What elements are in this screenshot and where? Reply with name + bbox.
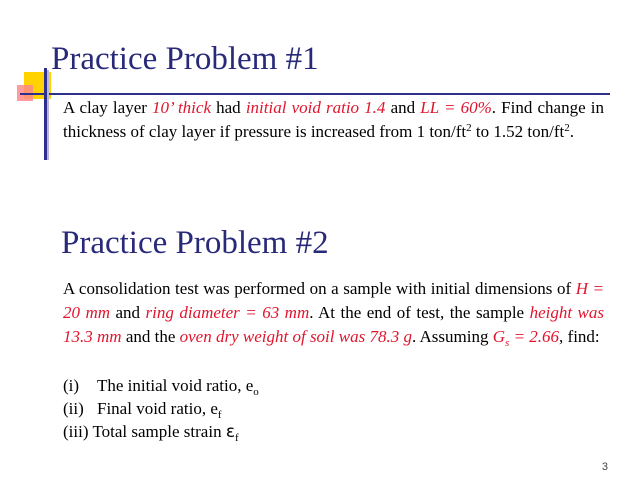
text-segment: , find: — [559, 327, 600, 346]
highlight-ring-diameter: ring diameter = 63 mm — [145, 303, 310, 322]
specific-gravity-symbol: G — [492, 327, 506, 346]
problem2-text — [63, 277, 604, 349]
superscript: 2 — [466, 122, 472, 134]
text-segment: and — [385, 98, 421, 117]
item-text: Total sample strain — [92, 422, 226, 441]
item-number: (ii) — [63, 399, 84, 418]
subscript: s — [505, 337, 510, 349]
item-number: (i) — [63, 376, 80, 395]
page-number: 3 — [601, 461, 608, 473]
text-segment: . — [569, 122, 574, 141]
text-segment: A consolidation test was performed on a sample with initial dimensions of — [63, 279, 576, 298]
highlight-thickness: 10’ thick — [152, 98, 211, 117]
text-segment: . Find change in thickness of clay layer if pressure is increased from 1 ton/ft — [63, 98, 604, 141]
subscript: f — [217, 409, 222, 421]
list-item — [63, 420, 259, 444]
highlight-liquid-limit: LL = 60% — [420, 98, 492, 117]
vertical-rule — [44, 68, 47, 160]
horizontal-rule — [20, 93, 610, 95]
text-segment: had — [211, 98, 246, 117]
strain-symbol: ε — [225, 422, 236, 442]
text-segment: . Assuming — [411, 327, 493, 346]
specific-gravity-value: = 2.66 — [509, 327, 560, 346]
problem1-title: Practice Problem #1 — [51, 41, 319, 77]
problem2-title: Practice Problem #2 — [61, 225, 329, 261]
highlight-void-ratio: initial void ratio 1.4 — [245, 98, 386, 117]
highlight-final-height: height was 13.3 mm — [63, 303, 604, 346]
highlight-height: H = 20 mm — [63, 279, 604, 322]
highlight-specific-gravity — [492, 327, 560, 349]
subscript: o — [253, 386, 259, 398]
vertical-rule-shadow — [47, 70, 49, 160]
list-item — [63, 397, 259, 420]
problem1-text — [63, 96, 604, 144]
text-segment: to 1.52 ton/ft — [471, 122, 565, 141]
text-segment: and — [110, 303, 146, 322]
text-segment: . At the end of test, the sample — [309, 303, 530, 322]
item-number: (iii) — [63, 422, 89, 441]
text-segment: and the — [121, 327, 180, 346]
item-text: Final void ratio, e — [97, 399, 218, 418]
question-list — [63, 374, 259, 444]
list-item — [63, 374, 259, 397]
superscript: 2 — [564, 122, 570, 134]
subscript: f — [235, 432, 239, 444]
item-text: The initial void ratio, e — [97, 376, 254, 395]
highlight-dry-weight: oven dry weight of soil was 78.3 g — [179, 327, 412, 346]
text-segment: A clay layer — [63, 98, 153, 117]
